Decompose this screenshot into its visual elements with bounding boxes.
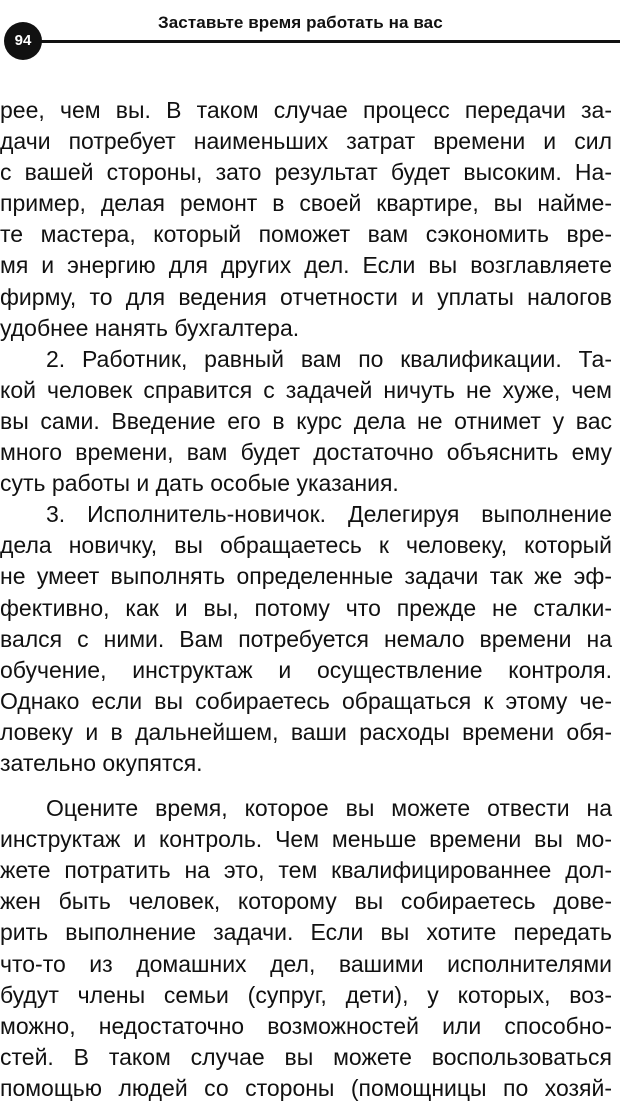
text-line: будут члены семьи (супруг, дети), у которых, воз- (0, 981, 612, 1008)
body-text (0, 95, 612, 1104)
text-line: кой человек справится с задачей ничуть не хуже, чем (0, 376, 612, 403)
text-line: пример, делая ремонт в своей квартире, вы найме- (0, 190, 612, 217)
text-line: инструктаж и контроль. Чем меньше времени вы мо- (0, 826, 612, 853)
text-line: суть работы и дать особые указания. (0, 470, 399, 497)
text-line: дачи потребует наименьших затрат времени и сил (0, 128, 612, 155)
text-line: те мастера, который поможет вам сэкономить вре- (0, 221, 612, 248)
text-line: жете потратить на это, тем квалифицированнее дол- (0, 857, 612, 884)
text-line: ловеку и в дальнейшем, ваши расходы времени обя- (0, 718, 612, 745)
text-line: жен быть человек, которому вы собираетесь дове- (0, 888, 612, 915)
text-line: стей. В таком случае вы можете воспользоваться (0, 1043, 612, 1070)
text-line: дела новичку, вы обращаетесь к человеку, который (0, 532, 612, 559)
text-line: рить выполнение задачи. Если вы хотите передать (0, 919, 612, 946)
text-line: фективно, как и вы, потому что прежде не сталки- (0, 594, 612, 621)
text-line: мя и энергию для других дел. Если вы возглавляете (0, 252, 612, 279)
text-line: можно, недостаточно возможностей или способно- (0, 1012, 612, 1039)
text-line: обучение, инструктаж и осуществление контроля. (0, 656, 612, 683)
text-line: Однако если вы собираетесь обращаться к этому че- (0, 687, 612, 714)
text-line: фирму, то для ведения отчетности и уплаты налогов (0, 283, 612, 310)
text-line: вался с ними. Вам потребуется немало времени на (0, 625, 612, 652)
text-line: зательно окупятся. (0, 749, 203, 776)
text-line: вы сами. Введение его в курс дела не отнимет у вас (0, 407, 612, 434)
text-line: с вашей стороны, зато результат будет высоким. На- (0, 159, 612, 186)
page-number-badge: 94 (4, 22, 42, 60)
text-line: удобнее нанять бухгалтера. (0, 314, 300, 341)
page-header (0, 0, 620, 66)
running-title: Заставьте время работать на вас (158, 13, 443, 32)
text-line: рее, чем вы. В таком случае процесс передачи за- (0, 97, 612, 123)
text-line: 3. Исполнитель-новичок. Делегируя выполнение (46, 501, 612, 528)
text-line: что-то из домашних дел, вашими исполнителями (0, 950, 612, 977)
header-rule (40, 40, 620, 43)
text-line: 2. Работник, равный вам по квалификации. Та- (46, 345, 612, 372)
text-line: Оцените время, которое вы можете отвести на (46, 795, 612, 822)
text-line: помощью людей со стороны (помощницы по хозяй- (0, 1074, 612, 1101)
paragraph-gap (0, 779, 612, 793)
text-line: не умеет выполнять определенные задачи так же эф- (0, 563, 612, 590)
text-line: много времени, вам будет достаточно объяснить ему (0, 439, 612, 466)
